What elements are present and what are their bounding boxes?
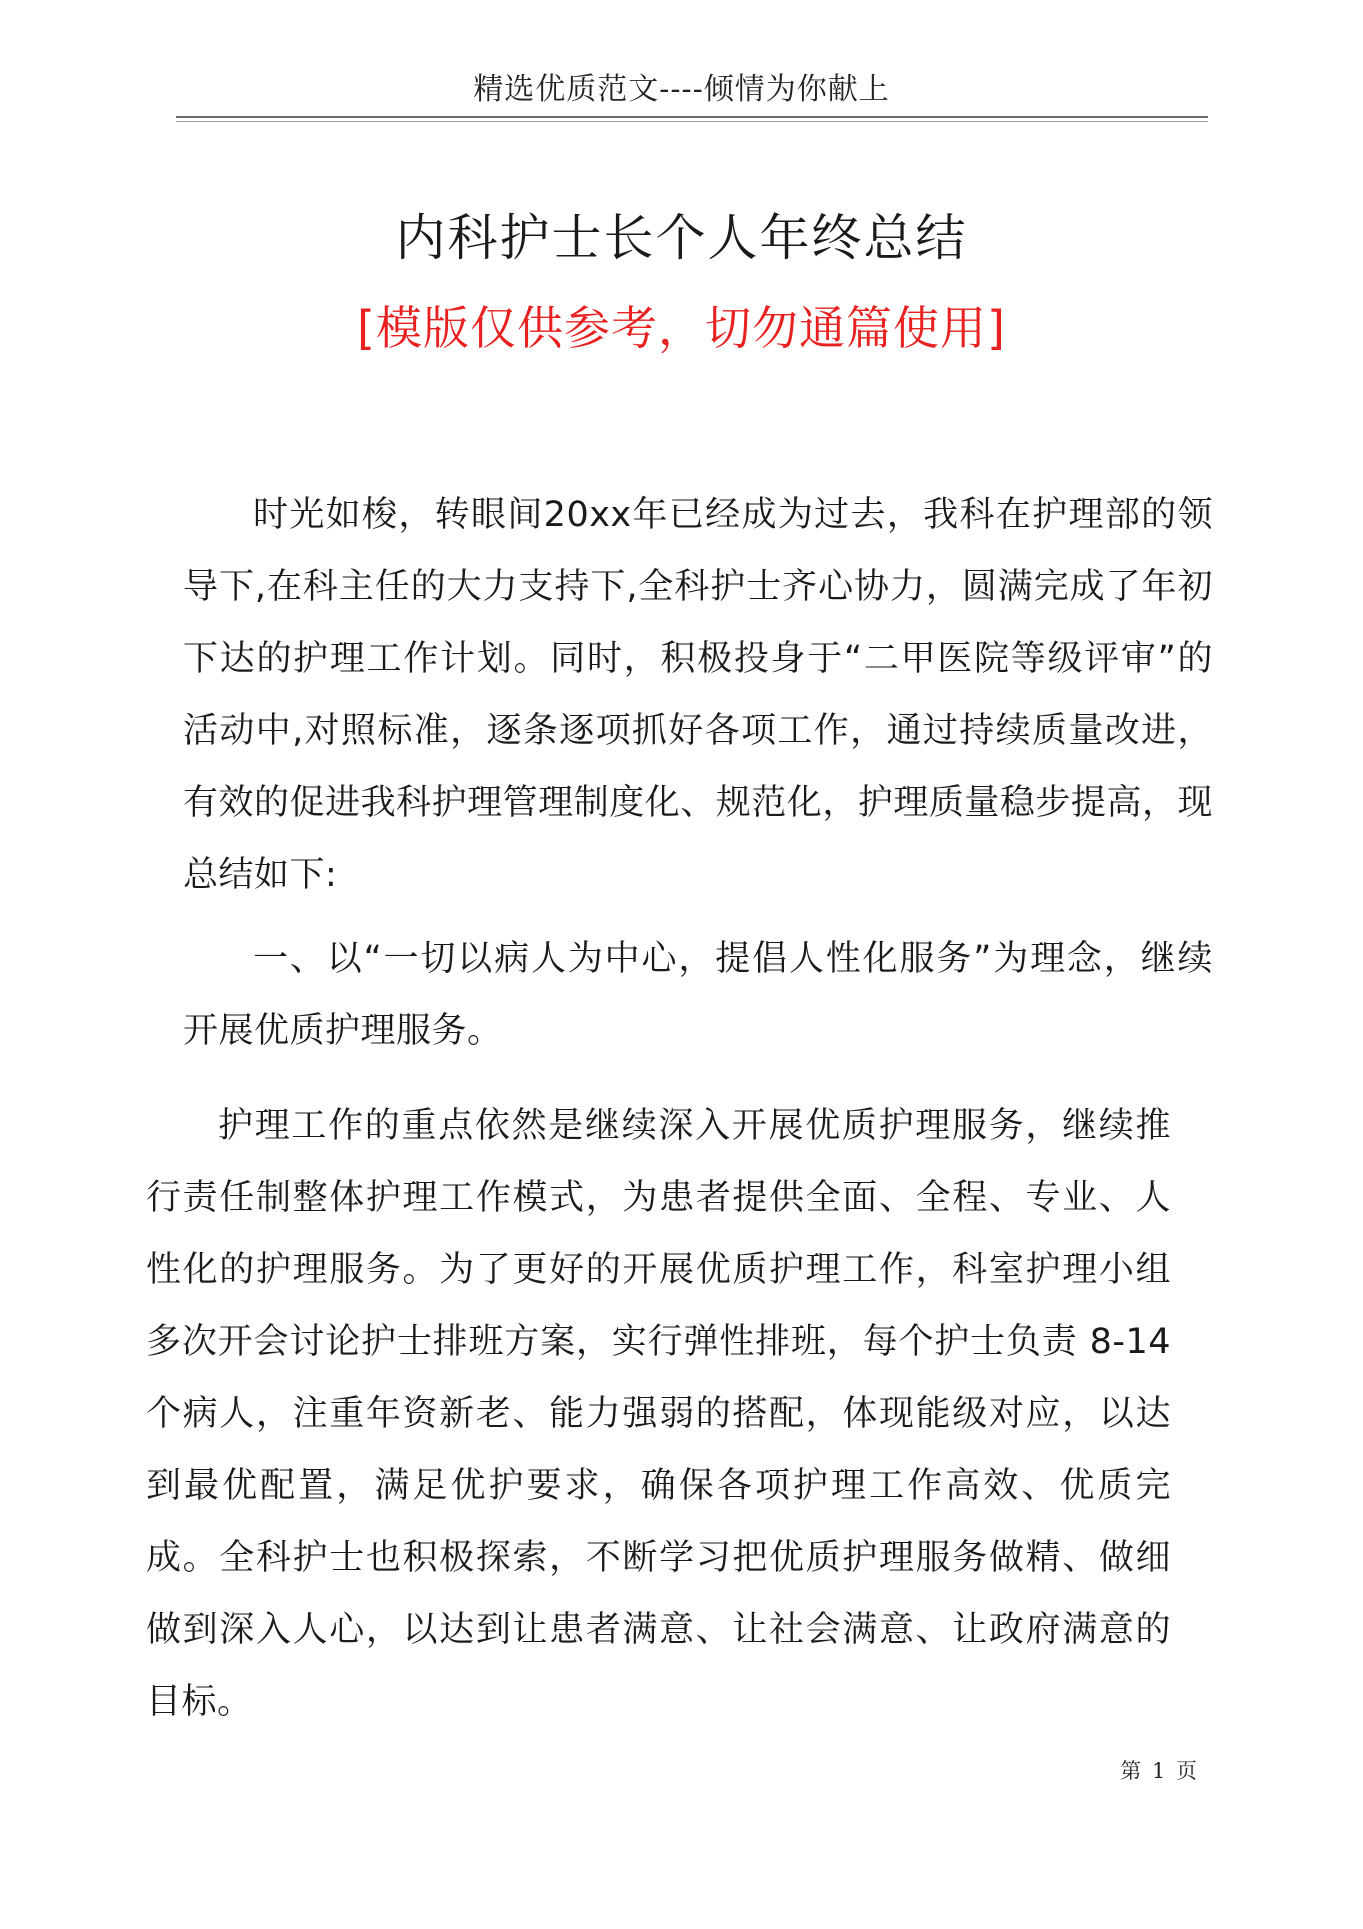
paragraph-section-heading: 一、以“一切以病人为中心，提倡人性化服务”为理念，继续开展优质护理服务。 <box>183 939 1213 1051</box>
paragraph-intro: 时光如梭，转眼间20xx年已经成为过去，我科在护理部的领导下,在科主任的大力支持下,全科护士齐心协力，圆满完成了年初下达的护理工作计划。同时，积极投身于“二甲医院等级评审”的活动中,对照标准，逐条逐项抓好各项工作，通过持续质量改进，有效的促进我科护理管理制度化、规范化，护理质量稳步提高，现总结如下: <box>183 495 1213 895</box>
document-subtitle: [模版仅供参考，切勿通篇使用] <box>357 301 1006 355</box>
document-title: 内科护士长个人年终总结 <box>395 209 968 267</box>
header-divider-thin <box>176 121 1208 122</box>
page-number: 第 1 页 <box>1120 1759 1199 1783</box>
paragraph-body: 护理工作的重点依然是继续深入开展优质护理服务，继续推行责任制整体护理工作模式，为患者提供全面、全程、专业、人性化的护理服务。为了更好的开展优质护理工作，科室护理小组多次开会讨论护士排班方案，实行弹性排班，每个护士负责 8-14 个病人，注重年资新老、能力强弱的搭配，体现能级对应，以达到最优配置，满足优护要求，确保各项护理工作高效、优质完成。全科护士也积极探索，不断学习把优质护理服务做精、做细做到深入人心，以达到让患者满意、让社会满意、让政府满意的目标。 <box>146 1106 1171 1722</box>
header-divider <box>176 116 1208 118</box>
page-header: 精选优质范文----倾情为你献上 <box>473 72 890 107</box>
